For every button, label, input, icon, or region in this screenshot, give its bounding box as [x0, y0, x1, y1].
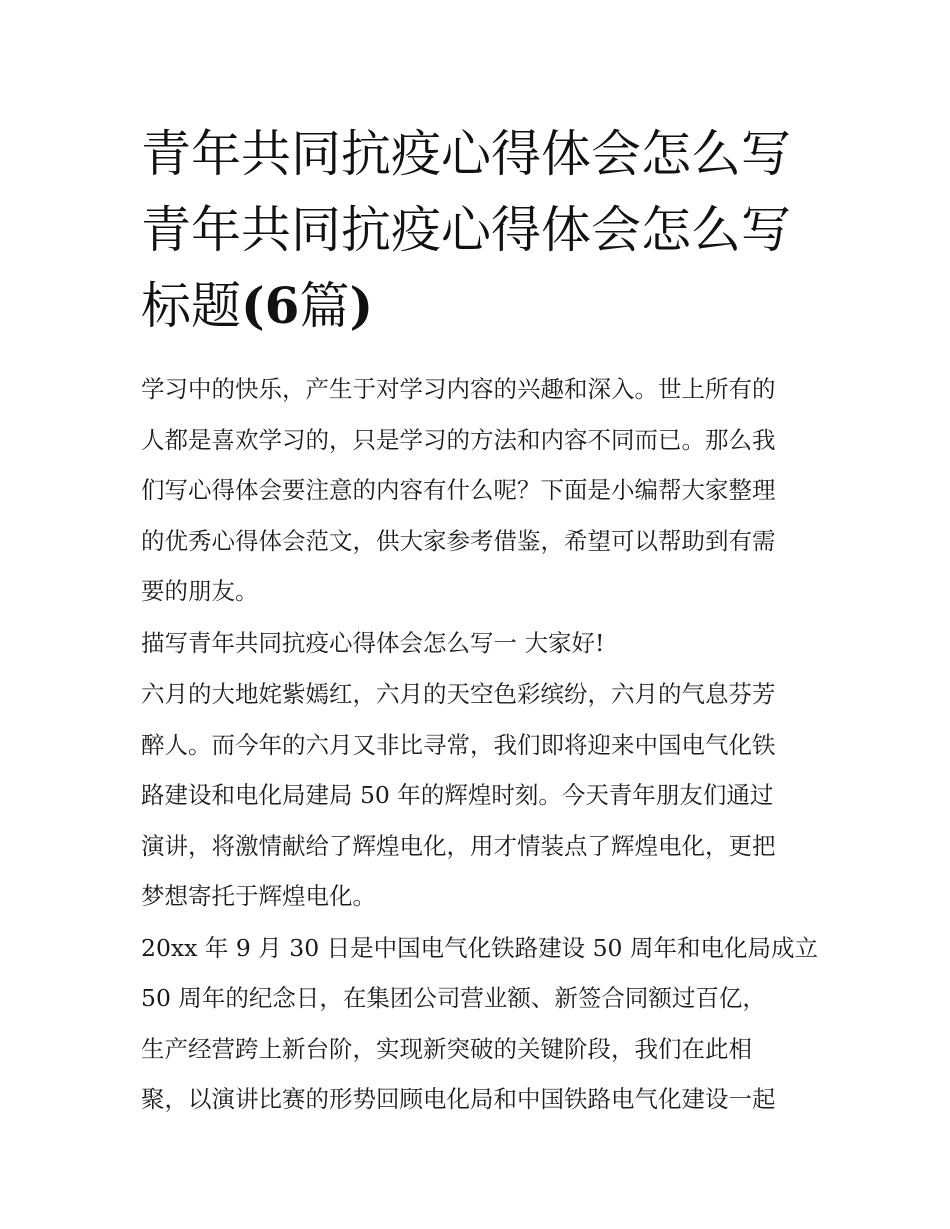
document-content [141, 116, 818, 1126]
paragraph-june [141, 669, 813, 922]
document-title [141, 116, 813, 344]
paragraph-line: 路建设和电化局建局 50 年的辉煌时刻。今天青年朋友们通过 [141, 781, 774, 809]
paragraph-line: 醉人。而今年的六月又非比寻常，我们即将迎来中国电气化铁 [141, 730, 776, 759]
paragraph-line: 演讲，将激情献给了辉煌电化，用才情装点了辉煌电化，更把 [141, 831, 776, 860]
paragraph-line: 学习中的快乐，产生于对学习内容的兴趣和深入。世上所有的 [141, 375, 776, 403]
paragraph-section-heading [141, 618, 813, 669]
paragraph-line: 描写青年共同抗疫心得体会怎么写一 大家好! [141, 628, 605, 657]
paragraph-line: 聚，以演讲比赛的形势回顾电化局和中国铁路电气化建设一起 [141, 1085, 776, 1113]
paragraph-anniversary [141, 923, 818, 1125]
title-line-3-count: (6 [241, 276, 300, 335]
title-line-3-unit: 篇 [299, 277, 350, 335]
title-line-1: 青年共同抗疫心得体会怎么写 [141, 125, 791, 183]
paragraph-line: 的优秀心得体会范文，供大家参考借鉴，希望可以帮助到有需 [141, 526, 776, 555]
paragraph-line: 生产经营跨上新台阶，实现新突破的关键阶段，我们在此相 [141, 1034, 752, 1063]
title-line-3-prefix: 标题 [141, 277, 241, 335]
paragraph-line: 20xx 年 9 月 30 日是中国电气化铁路建设 50 周年和电化局成立 [141, 933, 818, 962]
title-line-3 [141, 268, 813, 344]
paragraph-line: 们写心得体会要注意的内容有什么呢？下面是小编帮大家整理 [141, 476, 776, 504]
title-line-3-close: ) [349, 276, 374, 335]
paragraph-line: 50 周年的纪念日，在集团公司营业额、新签合同额过百亿， [141, 984, 766, 1012]
document-body [141, 364, 818, 1125]
paragraph-intro [141, 364, 813, 617]
paragraph-line: 梦想寄托于辉煌电化。 [141, 882, 376, 910]
paragraph-line: 人都是喜欢学习的，只是学习的方法和内容不同而已。那么我 [141, 425, 776, 454]
paragraph-line: 要的朋友。 [141, 577, 259, 605]
paragraph-line: 六月的大地姹紫嫣红，六月的天空色彩缤纷，六月的气息芬芳 [141, 680, 776, 708]
title-line-2: 青年共同抗疫心得体会怎么写 [141, 201, 791, 259]
